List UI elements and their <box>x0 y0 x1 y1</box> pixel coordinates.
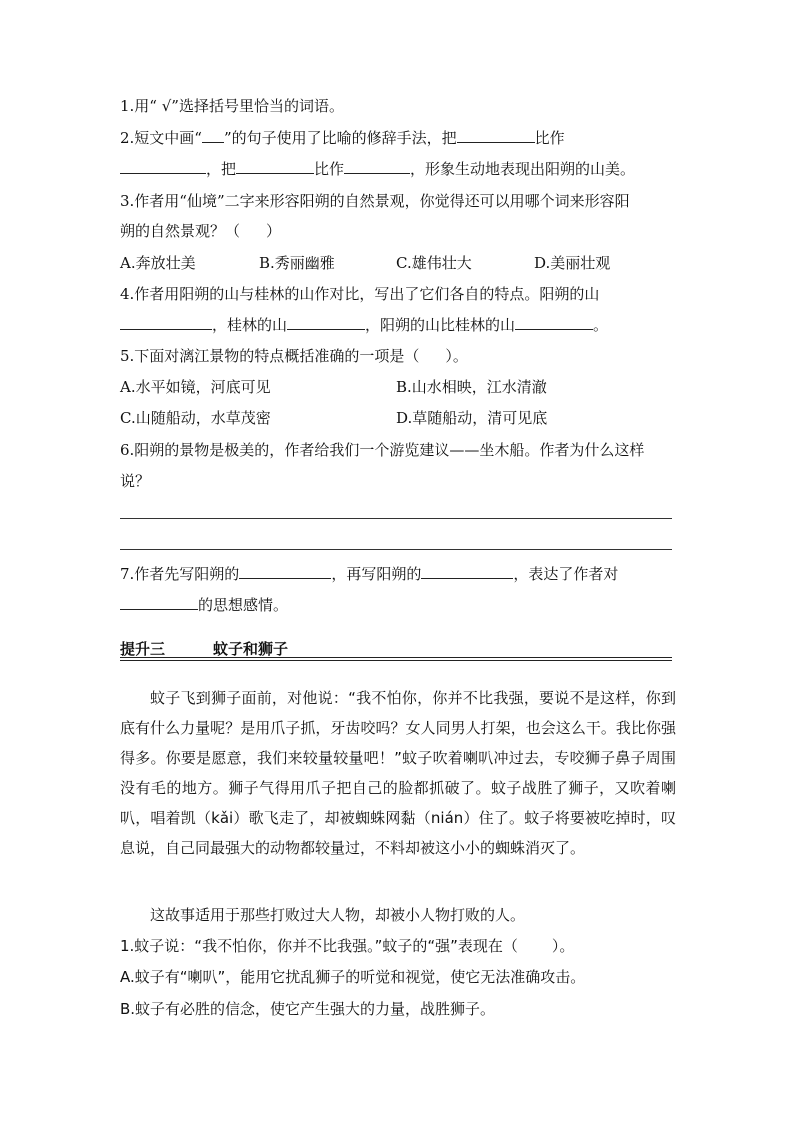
answer-blank[interactable] <box>120 159 206 174</box>
question-6-text: 说？ <box>120 472 151 490</box>
option-b[interactable]: B.蚊子有必胜的信念，使它产生强大的力量，战胜狮子。 <box>120 1000 496 1018</box>
passage-paragraph: 蚊子飞到狮子面前，对他说：“我不怕你，你并不比我强，要说不是这样，你到底有什么力量呢？是用爪子抓，牙齿咬吗？女人同男人打架，也会这么干。我比你强得多。你要是愿意，我们来较量较量吧！”蚊子吹着喇叭冲过去，专咬狮子鼻子周围没有毛的地方。狮子气得用爪子把自己的脸都抓破了。蚊子战胜了狮子，又吹着喇叭，唱着凯（kǎi）歌飞走了，却被蜘蛛网黏（nián）住了。蚊子将要被吃掉时，叹息说，自己同最强大的动物都较量过，不料却被这小小的蜘蛛消灭了。 <box>120 689 676 857</box>
underline-sample <box>202 128 224 143</box>
answer-line[interactable] <box>120 518 672 519</box>
option-b[interactable]: B.山水相映，江水清澈 <box>396 378 547 396</box>
answer-blank[interactable] <box>120 595 198 610</box>
passage <box>120 683 676 863</box>
question-6-text: 6.阳朔的景物是极美的，作者给我们一个游览建议——坐木船。作者为什么这样 <box>120 441 645 459</box>
question-4-text: ，桂林的山 <box>212 316 288 334</box>
section-name: 蚊子和狮子 <box>213 640 289 658</box>
question-2-line-1 <box>120 128 565 148</box>
question-7-line-1 <box>120 564 618 584</box>
question-2-line-2 <box>120 159 635 179</box>
question-7-text: ，表达了作者对 <box>513 565 619 583</box>
option-d[interactable]: D.美丽壮观 <box>534 254 611 272</box>
answer-blank[interactable] <box>120 315 212 330</box>
option-c[interactable]: C.雄伟壮大 <box>396 254 472 272</box>
option-d[interactable]: D.草随船动，清可见底 <box>396 409 548 427</box>
question-2-text: 比作 <box>534 129 565 147</box>
question-1 <box>120 96 344 116</box>
question-2-text: ”的句子使用了比喻的修辞手法，把 <box>223 129 457 147</box>
question-2-text: ，形象生动地表现出阳朔的山美。 <box>410 160 636 178</box>
question-4-text: 4.作者用阳朔的山与桂林的山作对比，写出了它们各自的特点。阳朔的山 <box>120 285 600 303</box>
section-rule <box>120 657 672 658</box>
question-5-text: 5.下面对漓江景物的特点概括准确的一项是（ <box>120 347 420 365</box>
question-5-text: ）。 <box>445 347 468 365</box>
passage-question-text: ）。 <box>551 937 575 955</box>
option-a[interactable]: A.奔放壮美 <box>120 254 196 272</box>
option-a[interactable]: A.蚊子有“喇叭”，能用它扰乱狮子的听觉和视觉，使它无法准确攻击。 <box>120 968 586 986</box>
question-3-text: ） <box>266 222 282 240</box>
answer-line[interactable] <box>120 549 672 550</box>
answer-blank[interactable] <box>239 564 331 579</box>
answer-blank[interactable] <box>344 159 410 174</box>
question-3-line-1 <box>120 191 630 211</box>
passage-paragraph: 这故事适用于那些打败过大人物，却被小人物打败的人。 <box>150 906 526 924</box>
section-heading <box>120 638 288 659</box>
question-7-text: ，再写阳朔的 <box>331 565 422 583</box>
question-3-line-2 <box>120 221 281 241</box>
question-4-text: 。 <box>593 316 609 334</box>
answer-blank[interactable] <box>421 564 513 579</box>
answer-blank[interactable] <box>515 315 593 330</box>
question-6-line-2 <box>120 471 150 491</box>
question-1-text: 1.用“ √”选择括号里恰当的词语。 <box>120 97 344 115</box>
question-3-text: 朔的自然景观？（ <box>120 222 241 240</box>
question-2-text: ，把 <box>206 160 237 178</box>
passage-question-text: 1.蚊子说：“我不怕你，你并不比我强。”蚊子的“强”表现在（ <box>120 937 518 955</box>
question-7-text: 7.作者先写阳朔的 <box>120 565 240 583</box>
question-4-text: ，阳朔的山比桂林的山 <box>365 316 516 334</box>
section-rule <box>120 660 672 661</box>
question-6-line-1 <box>120 440 644 460</box>
question-4-line-2 <box>120 315 608 335</box>
question-2-text: 2.短文中画“ <box>120 129 202 147</box>
passage-moral <box>120 900 676 930</box>
question-5-stem <box>120 346 468 366</box>
question-3-text: 3.作者用“仙境”二字来形容阳朔的自然景观，你觉得还可以用哪个词来形容阳 <box>120 192 630 210</box>
answer-blank[interactable] <box>287 315 365 330</box>
answer-blank[interactable] <box>457 128 535 143</box>
answer-blank[interactable] <box>236 159 314 174</box>
question-4-line-1 <box>120 284 599 304</box>
section-label: 提升三 <box>120 640 166 658</box>
option-b[interactable]: B.秀丽幽雅 <box>259 254 335 272</box>
question-7-text: 的思想感情。 <box>198 596 289 614</box>
passage-question-1 <box>120 936 574 956</box>
option-a[interactable]: A.水平如镜，河底可见 <box>120 378 271 396</box>
question-7-line-2 <box>120 595 288 615</box>
question-2-text: 比作 <box>314 160 345 178</box>
option-c[interactable]: C.山随船动，水草茂密 <box>120 409 271 427</box>
